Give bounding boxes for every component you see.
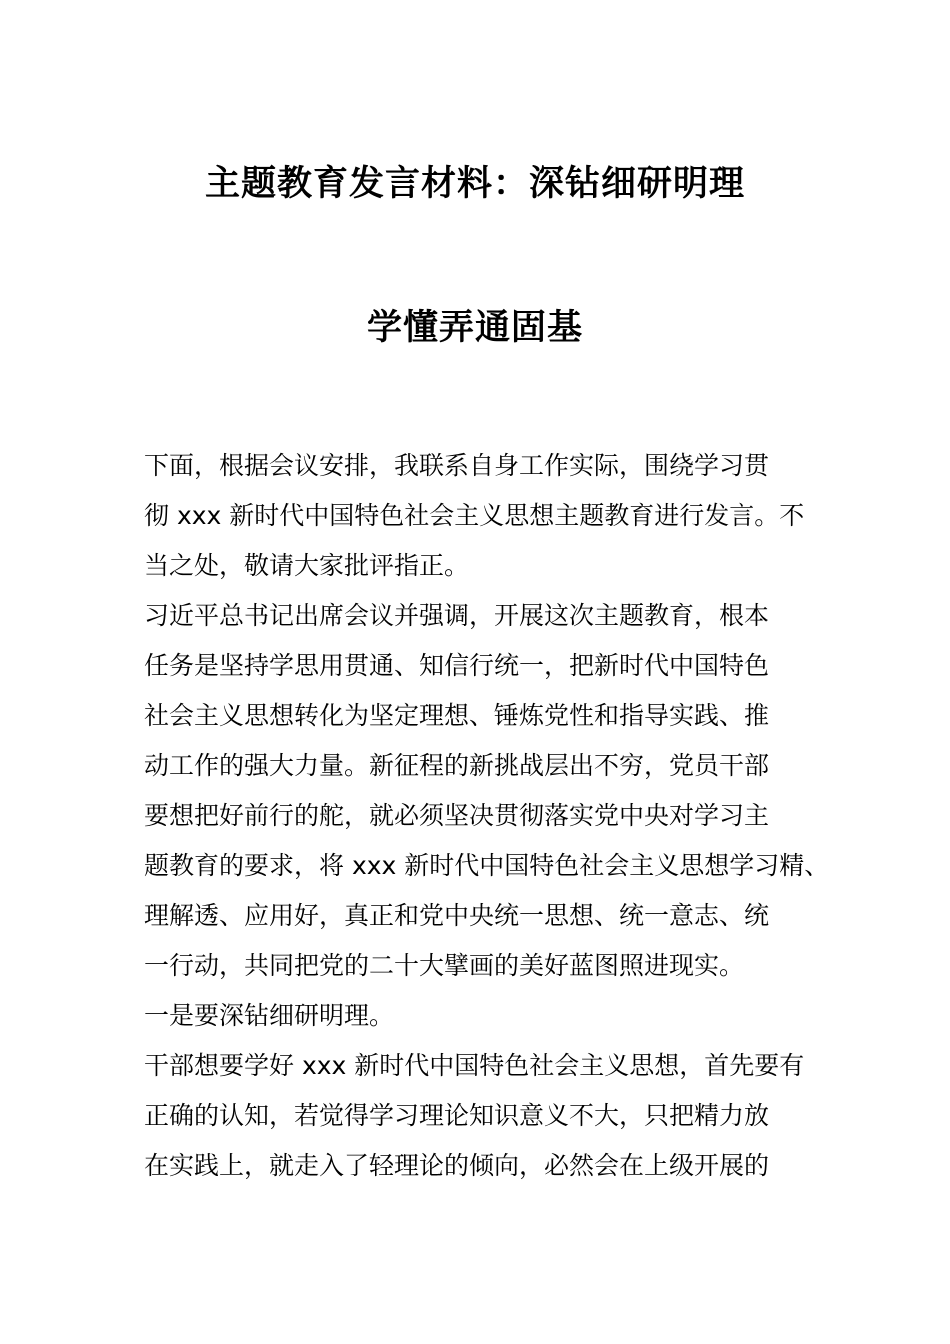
body-line: 彻 xxx 新时代中国特色社会主义思想主题教育进行发言。不 [144,501,805,530]
body-line: 干部想要学好 xxx 新时代中国特色社会主义思想，首先要有 [144,1051,805,1080]
document-body [144,441,834,1191]
body-line: 下面，根据会议安排，我联系自身工作实际，围绕学习贯 [144,451,770,480]
body-line: 题教育的要求，将 xxx 新时代中国特色社会主义思想学习精、 [144,851,830,880]
body-line: 社会主义思想转化为坚定理想、锤炼党性和指导实践、推 [144,701,770,730]
body-line: 当之处，敬请大家批评指正。 [144,551,470,580]
body-line: 动工作的强大力量。新征程的新挑战层出不穷，党员干部 [144,751,770,780]
body-line: 一行动，共同把党的二十大擘画的美好蓝图照进现实。 [144,951,745,980]
document-title-line-2: 学懂弄通固基 [366,308,583,348]
body-line: 任务是坚持学思用贯通、知信行统一，把新时代中国特色 [144,651,770,680]
body-line: 要想把好前行的舵，就必须坚决贯彻落实党中央对学习主 [144,801,770,830]
body-line: 习近平总书记出席会议并强调，开展这次主题教育，根本 [144,601,770,630]
body-line: 在实践上，就走入了轻理论的倾向，必然会在上级开展的 [144,1151,770,1180]
body-line: 理解透、应用好，真正和党中央统一思想、统一意志、统 [144,901,770,930]
body-line: 正确的认知，若觉得学习理论知识意义不大，只把精力放 [144,1101,770,1130]
document-title-line-1: 主题教育发言材料：深钻细研明理 [204,164,745,204]
body-line: 一是要深钻细研明理。 [144,1001,395,1030]
